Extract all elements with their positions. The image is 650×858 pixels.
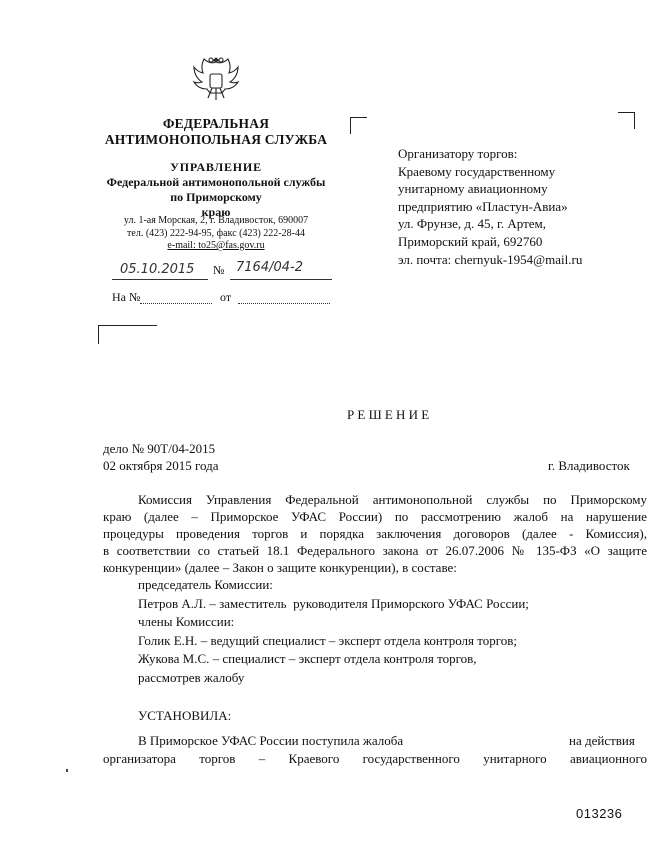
addressee-line: Краевому государственному [398, 163, 556, 179]
corner-mark-left [98, 325, 157, 344]
member-line: рассмотрев жалобу [138, 669, 245, 685]
addressee-email: эл. почта: chernyuk-1954@mail.ru [398, 251, 583, 267]
addressee-line: унитарному авиационному [398, 181, 548, 197]
member-line: Жукова М.С. – специалист – эксперт отдела контроля торгов, [138, 651, 477, 667]
outgoing-number-underline [230, 279, 332, 280]
org-name-line1: ФЕДЕРАЛЬНАЯ [162, 116, 270, 131]
document-title: РЕШЕНИЕ [347, 407, 433, 422]
established-heading: УСТАНОВИЛА: [138, 708, 232, 723]
reference-date-underline [238, 303, 330, 304]
document-serial-number: 013236 [576, 806, 623, 821]
document-date: 02 октября 2015 года [103, 458, 219, 473]
corner-mark-top-right [618, 112, 635, 129]
intro-line: Комиссия Управления Федеральной антимонопольной службы по Приморскому [138, 492, 647, 507]
outgoing-date-underline [112, 279, 208, 280]
member-line: председатель Комиссии: [138, 577, 273, 592]
complaint-line2 [103, 750, 647, 767]
department-title: УПРАВЛЕНИЕ [170, 160, 262, 174]
intro-line: процедуры проведения торгов и порядка заключения договоров (далее - Комиссия), [103, 526, 647, 541]
complaint-text-part1: В Приморское УФАС России поступила жалоба [138, 733, 404, 748]
member-line: Петров А.Л. – заместитель руководителя Приморского УФАС России; [138, 595, 529, 611]
scan-speck [66, 769, 68, 772]
intro-paragraph [103, 491, 647, 576]
reference-label: На № [112, 290, 141, 304]
department-line1: Федеральной антимонопольной службы [106, 175, 326, 189]
address-line: ул. 1-ая Морская, 2, г. Владивосток, 690007 [123, 215, 309, 226]
addressee-line: предприятию «Пластун-Авиа» [398, 198, 568, 214]
addressee-line: Организатору торгов: [398, 146, 518, 161]
intro-line: краю (далее – Приморское УФАС России) по рассмотрению жалоб на нарушение [103, 509, 647, 524]
phone-line: тел. (423) 222-94-95, факс (423) 222-28-44 [127, 227, 305, 239]
outgoing-number-prefix: № [213, 263, 225, 277]
outgoing-number: 7164/04-2 [236, 260, 303, 275]
coat-of-arms-emblem-icon [190, 52, 242, 110]
member-line: Голик Е.Н. – ведущий специалист – эксперт отдела контроля торгов; [138, 632, 518, 648]
department-line2: по Приморскому [170, 190, 262, 204]
case-number: дело № 90Т/04-2015 [103, 441, 216, 456]
document-city: г. Владивосток [548, 458, 630, 473]
member-line: члены Комиссии: [138, 614, 235, 630]
complaint-text-part2: на действия [569, 733, 635, 748]
intro-line: в соответствии со статьей 18.1 Федерального закона от 26.07.2006 № 135-ФЗ «О защите [103, 543, 647, 558]
reference-from-label: от [220, 290, 232, 304]
addressee-line: Приморский край, 692760 [398, 233, 543, 249]
addressee-line: ул. Фрунзе, д. 45, г. Артем, [398, 216, 547, 232]
commission-members [138, 576, 529, 688]
addressee-block [398, 145, 582, 268]
outgoing-date: 05.10.2015 [120, 262, 195, 277]
intro-line-last: конкуренции» (далее – Закон о защите конкуренции), в составе: [103, 560, 457, 575]
email-line: e-mail: to25@fas.gov.ru [167, 240, 265, 251]
org-name [100, 116, 332, 148]
corner-mark-top-left [350, 117, 367, 134]
reference-number-underline [140, 303, 212, 304]
org-name-line2: АНТИМОНОПОЛЬНАЯ СЛУЖБА [104, 132, 328, 147]
complaint-text-line2: организатора торгов – Краевого государственного унитарного авиационного [103, 751, 647, 766]
department-line3: краю [201, 205, 231, 219]
department-block [90, 160, 342, 220]
contact-block [100, 215, 332, 253]
